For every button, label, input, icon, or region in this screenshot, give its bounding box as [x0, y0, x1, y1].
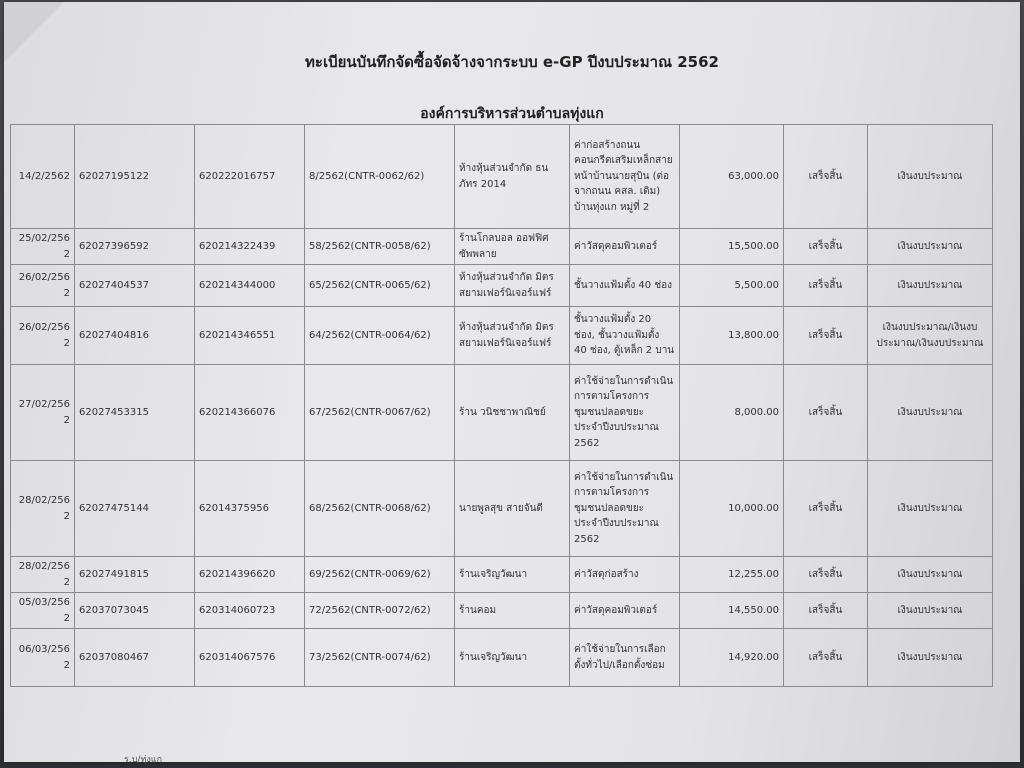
- document-subtitle: องค์การบริหารส่วนตำบลทุ่งแก: [420, 106, 604, 122]
- cell-description: ค่าวัสดุก่อสร้าง: [570, 557, 680, 593]
- cell-date: 26/02/2562: [11, 307, 75, 365]
- cell-amount: 13,800.00: [680, 307, 784, 365]
- cell-vendor: นายพูลสุข สายจันดี: [455, 461, 570, 557]
- cell-egp-project-id: 62027491815: [75, 557, 195, 593]
- cell-reference-number: 68/2562(CNTR-0068/62): [305, 461, 455, 557]
- cell-description: ค่าวัสดุคอมพิวเตอร์: [570, 229, 680, 265]
- cell-contract-number: 620222016757: [195, 125, 305, 229]
- cell-date: 06/03/2562: [11, 629, 75, 687]
- cell-amount: 10,000.00: [680, 461, 784, 557]
- cell-contract-number: 620214344000: [195, 265, 305, 307]
- cell-date: 28/02/2562: [11, 557, 75, 593]
- cell-reference-number: 64/2562(CNTR-0064/62): [305, 307, 455, 365]
- cell-contract-number: 620214366076: [195, 365, 305, 461]
- cell-vendor: ห้างหุ้นส่วนจำกัด ธนภัทร 2014: [455, 125, 570, 229]
- table-row: [11, 629, 993, 687]
- cell-contract-number: 620314067576: [195, 629, 305, 687]
- cell-contract-number: 62014375956: [195, 461, 305, 557]
- cell-reference-number: 72/2562(CNTR-0072/62): [305, 593, 455, 629]
- corner-label: ร.บ/ทุ่งแก: [124, 755, 163, 765]
- cell-vendor: ร้านโกลบอล ออฟฟิศ ซัพพลาย: [455, 229, 570, 265]
- cell-contract-number: 620214346551: [195, 307, 305, 365]
- cell-status: เสร็จสิ้น: [784, 461, 868, 557]
- cell-egp-project-id: 62027195122: [75, 125, 195, 229]
- cell-egp-project-id: 62027404816: [75, 307, 195, 365]
- cell-status: เสร็จสิ้น: [784, 125, 868, 229]
- cell-amount: 14,920.00: [680, 629, 784, 687]
- cell-status: เสร็จสิ้น: [784, 307, 868, 365]
- table-row: [11, 593, 993, 629]
- cell-budget-source: เงินงบประมาณ: [868, 125, 993, 229]
- cell-vendor: ร้าน วนิชชาพาณิชย์: [455, 365, 570, 461]
- cell-date: 05/03/2562: [11, 593, 75, 629]
- cell-description: ชั้นวางแฟ้มตั้ง 20 ช่อง, ชั้นวางแฟ้มตั้ง 40 ช่อง, ตู้เหล็ก 2 บาน: [570, 307, 680, 365]
- cell-description: ค่าใช้จ่ายในการเลือกตั้งทั่วไป/เลือกตั้งซ่อม: [570, 629, 680, 687]
- cell-reference-number: 69/2562(CNTR-0069/62): [305, 557, 455, 593]
- cell-egp-project-id: 62037080467: [75, 629, 195, 687]
- cell-reference-number: 67/2562(CNTR-0067/62): [305, 365, 455, 461]
- cell-date: 25/02/2562: [11, 229, 75, 265]
- cell-amount: 15,500.00: [680, 229, 784, 265]
- cell-budget-source: เงินงบประมาณ: [868, 593, 993, 629]
- table-row: [11, 365, 993, 461]
- procurement-register-table: [10, 124, 993, 687]
- table-row: [11, 557, 993, 593]
- cell-date: 27/02/2562: [11, 365, 75, 461]
- cell-amount: 8,000.00: [680, 365, 784, 461]
- cell-vendor: ห้างหุ้นส่วนจำกัด มิตรสยามเฟอร์นิเจอร์แฟร์: [455, 307, 570, 365]
- table-row: [11, 307, 993, 365]
- cell-description: ชั้นวางแฟ้มตั้ง 40 ช่อง: [570, 265, 680, 307]
- cell-egp-project-id: 62027453315: [75, 365, 195, 461]
- cell-status: เสร็จสิ้น: [784, 265, 868, 307]
- cell-vendor: ร้านเจริญวัฒนา: [455, 557, 570, 593]
- cell-description: ค่าวัสดุคอมพิวเตอร์: [570, 593, 680, 629]
- table-row: [11, 229, 993, 265]
- cell-egp-project-id: 62027404537: [75, 265, 195, 307]
- cell-egp-project-id: 62027396592: [75, 229, 195, 265]
- cell-amount: 63,000.00: [680, 125, 784, 229]
- table-row: [11, 461, 993, 557]
- cell-date: 28/02/2562: [11, 461, 75, 557]
- cell-status: เสร็จสิ้น: [784, 593, 868, 629]
- cell-budget-source: เงินงบประมาณ: [868, 629, 993, 687]
- cell-vendor: ร้านคอม: [455, 593, 570, 629]
- cell-reference-number: 73/2562(CNTR-0074/62): [305, 629, 455, 687]
- cell-description: ค่าก่อสร้างถนนคอนกรีตเสริมเหล็กสายหน้าบ้านนายสุบิน (ต่อจากถนน คสล. เดิม) บ้านทุ่งแก หมู่ที่ 2: [570, 125, 680, 229]
- cell-amount: 5,500.00: [680, 265, 784, 307]
- document-title: ทะเบียนบันทึกจัดซื้อจัดจ้างจากระบบ e-GP ปีงบประมาณ 2562: [305, 53, 719, 71]
- cell-contract-number: 620214322439: [195, 229, 305, 265]
- cell-reference-number: 8/2562(CNTR-0062/62): [305, 125, 455, 229]
- cell-date: 26/02/2562: [11, 265, 75, 307]
- cell-budget-source: เงินงบประมาณ: [868, 557, 993, 593]
- cell-amount: 12,255.00: [680, 557, 784, 593]
- cell-date: 14/2/2562: [11, 125, 75, 229]
- cell-reference-number: 65/2562(CNTR-0065/62): [305, 265, 455, 307]
- cell-status: เสร็จสิ้น: [784, 229, 868, 265]
- cell-budget-source: เงินงบประมาณ: [868, 365, 993, 461]
- table-row: [11, 265, 993, 307]
- cell-description: ค่าใช้จ่ายในการดำเนินการตามโครงการชุมชนปลอดขยะ ประจำปีงบประมาณ 2562: [570, 365, 680, 461]
- cell-budget-source: เงินงบประมาณ: [868, 229, 993, 265]
- cell-status: เสร็จสิ้น: [784, 557, 868, 593]
- cell-contract-number: 620314060723: [195, 593, 305, 629]
- table-body: [11, 125, 993, 687]
- cell-budget-source: เงินงบประมาณ: [868, 461, 993, 557]
- cell-reference-number: 58/2562(CNTR-0058/62): [305, 229, 455, 265]
- cell-budget-source: เงินงบประมาณ: [868, 265, 993, 307]
- cell-vendor: ห้างหุ้นส่วนจำกัด มิตรสยามเฟอร์นิเจอร์แฟร์: [455, 265, 570, 307]
- cell-amount: 14,550.00: [680, 593, 784, 629]
- cell-contract-number: 620214396620: [195, 557, 305, 593]
- cell-budget-source: เงินงบประมาณ/เงินงบประมาณ/เงินงบประมาณ: [868, 307, 993, 365]
- cell-egp-project-id: 62037073045: [75, 593, 195, 629]
- cell-status: เสร็จสิ้น: [784, 365, 868, 461]
- cell-description: ค่าใช้จ่ายในการดำเนินการตามโครงการชุมชนปลอดขยะ ประจำปีงบประมาณ 2562: [570, 461, 680, 557]
- cell-vendor: ร้านเจริญวัฒนา: [455, 629, 570, 687]
- cell-status: เสร็จสิ้น: [784, 629, 868, 687]
- cell-egp-project-id: 62027475144: [75, 461, 195, 557]
- table-row: [11, 125, 993, 229]
